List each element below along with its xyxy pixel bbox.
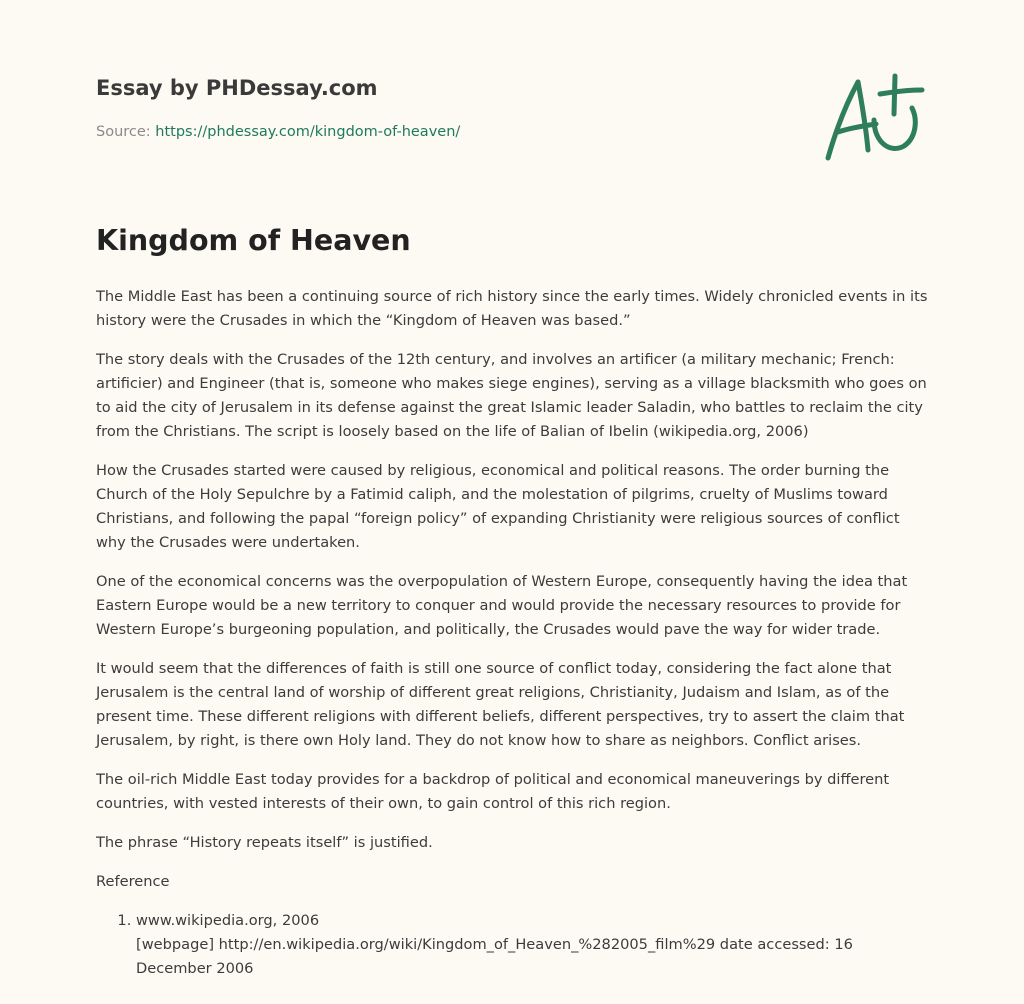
source-line <box>96 124 460 140</box>
essay-body <box>96 285 928 981</box>
reference-heading: Reference <box>96 873 170 890</box>
reference-list <box>96 909 928 981</box>
paragraph: The story deals with the Crusades of the 12th century, and involves an artificer (a military mechanic; French: artificier) and Engineer (that is, someone who makes siege engines), serving as a village blacksmith who goes on to aid the city of Jerusalem in its defense against the great Islamic leader Saladin, who battles to reclaim the city from the Christians. The script is loosely based on the life of Balian of Ibelin (wikipedia.org, 2006) <box>96 351 927 440</box>
reference-detail: [webpage] http://en.wikipedia.org/wiki/Kingdom_of_Heaven_%282005_film%29 date accessed: 16 December 2006 <box>136 936 853 977</box>
reference-title: 1. www.wikipedia.org, 2006 <box>136 912 320 929</box>
paragraph: The phrase “History repeats itself” is justified. <box>96 834 433 851</box>
source-label: Source: <box>96 124 151 140</box>
reference-item <box>136 909 928 981</box>
paragraph: How the Crusades started were caused by religious, economical and political reasons. The order burning the Church of the Holy Sepulchre by a Fatimid caliph, and the molestation of pilgrims, cruelty of Muslims toward Christians, and following the papal “foreign policy” of expanding Christianity were religious sources of conflict why the Crusades were undertaken. <box>96 462 900 551</box>
paragraph: The Middle East has been a continuing source of rich history since the early times. Widely chronicled events in its history were the Crusades in which the “Kingdom of Heaven was based.” <box>96 288 928 329</box>
essay-page <box>96 0 928 977</box>
a-plus-logo-icon <box>824 70 926 164</box>
source-link[interactable]: https://phdessay.com/kingdom-of-heaven/ <box>155 124 461 140</box>
page-header <box>96 0 928 190</box>
paragraph: It would seem that the differences of faith is still one source of conflict today, considering the fact alone that Jerusalem is the central land of worship of different great religions, Christianity, Judaism and Islam, as of the present time. These different religions with different beliefs, different perspectives, try to assert the claim that Jerusalem, by right, is there own Holy land. They do not know how to share as neighbors. Conflict arises. <box>96 660 905 749</box>
paragraph: One of the economical concerns was the overpopulation of Western Europe, consequently having the idea that Eastern Europe would be a new territory to conquer and would provide the necessary resources to provide for Western Europe’s burgeoning population, and politically, the Crusades would pave the way for wider trade. <box>96 573 908 638</box>
paragraph: The oil-rich Middle East today provides for a backdrop of political and economical maneuverings by different countries, with vested interests of their own, to gain control of this rich region. <box>96 771 890 812</box>
site-brand: Essay by PHDessay.com <box>96 76 378 100</box>
essay-title: Kingdom of Heaven <box>96 224 411 257</box>
